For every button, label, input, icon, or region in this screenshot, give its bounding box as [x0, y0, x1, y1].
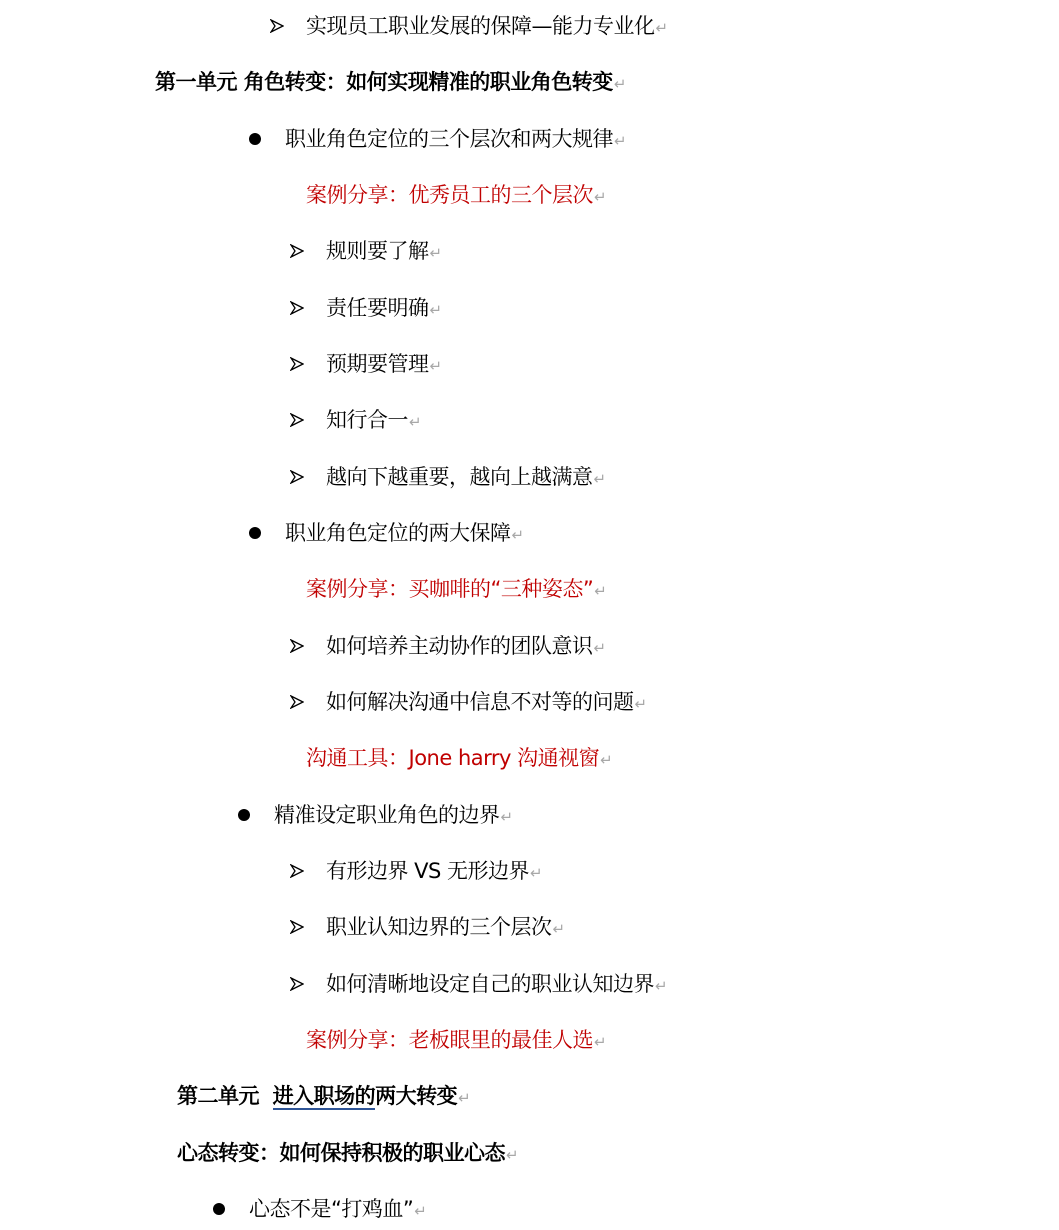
list-item	[249, 124, 627, 154]
paragraph-mark-icon: ↵	[530, 864, 543, 882]
arrow-bullet-icon	[290, 920, 304, 934]
list-item-text: 心态不是“打鸡血”	[249, 1197, 414, 1221]
list-item-text: 有形边界 VS 无形边界	[326, 859, 530, 883]
paragraph-mark-icon: ↵	[593, 470, 607, 488]
bullet-dot-icon	[238, 809, 250, 821]
section-heading	[177, 1138, 519, 1168]
arrow-bullet-icon	[290, 357, 304, 371]
arrow-bullet-icon	[290, 977, 304, 991]
list-item-text: 规则要了解	[326, 239, 429, 263]
case-text: 案例分享：老板眼里的最佳人选	[306, 1028, 593, 1052]
list-item	[290, 969, 668, 999]
paragraph-mark-icon: ↵	[409, 413, 422, 431]
arrow-bullet-icon	[290, 301, 304, 315]
list-item-text: 如何解决沟通中信息不对等的问题	[326, 690, 634, 714]
list-item	[238, 800, 513, 830]
list-item-text: 职业角色定位的三个层次和两大规律	[285, 127, 613, 151]
paragraph-mark-icon: ↵	[500, 808, 514, 826]
heading-text-underlined: 进入职场的	[272, 1084, 376, 1108]
list-item	[290, 856, 543, 886]
list-item	[290, 687, 647, 717]
list-item	[249, 518, 524, 548]
list-item	[290, 405, 422, 435]
paragraph-mark-icon: ↵	[613, 75, 627, 93]
list-item	[270, 11, 668, 41]
paragraph-mark-icon: ↵	[634, 695, 648, 713]
paragraph-mark-icon: ↵	[414, 1202, 427, 1220]
list-item-text: 责任要明确	[326, 296, 429, 320]
bullet-dot-icon	[213, 1203, 225, 1215]
list-item	[290, 236, 442, 266]
list-item	[290, 349, 442, 379]
paragraph-mark-icon: ↵	[614, 132, 627, 150]
list-item	[213, 1194, 427, 1224]
paragraph-mark-icon: ↵	[594, 582, 607, 600]
list-item-text: 实现员工职业发展的保障—能力专业化	[306, 14, 655, 38]
list-item-text: 越向下越重要，越向上越满意	[326, 465, 593, 489]
bullet-dot-icon	[249, 133, 261, 145]
paragraph-mark-icon: ↵	[594, 1033, 607, 1051]
list-item	[290, 462, 606, 492]
tool-text: 沟通工具：Jone harry 沟通视窗	[306, 746, 600, 770]
paragraph-mark-icon: ↵	[600, 751, 613, 769]
arrow-bullet-icon	[290, 639, 304, 653]
list-item-text: 职业认知边界的三个层次	[326, 915, 552, 939]
arrow-bullet-icon	[290, 695, 304, 709]
list-item	[290, 631, 606, 661]
arrow-bullet-icon	[290, 864, 304, 878]
case-text: 案例分享：优秀员工的三个层次	[306, 183, 593, 207]
paragraph-mark-icon: ↵	[655, 19, 669, 37]
case-text: 案例分享：买咖啡的“三种姿态”	[306, 577, 594, 601]
list-item	[290, 912, 565, 942]
heading-text: 心态转变：如何保持积极的职业心态	[177, 1141, 505, 1165]
arrow-bullet-icon	[270, 19, 284, 33]
paragraph-mark-icon: ↵	[429, 357, 443, 375]
heading-text-suffix: 两大转变	[375, 1084, 458, 1108]
case-note	[306, 574, 607, 604]
list-item	[290, 293, 442, 323]
arrow-bullet-icon	[290, 470, 304, 484]
list-item-text: 职业角色定位的两大保障	[285, 521, 511, 545]
paragraph-mark-icon: ↵	[506, 1146, 519, 1164]
list-item-text: 精准设定职业角色的边界	[274, 803, 500, 827]
list-item-text: 如何培养主动协作的团队意识	[326, 634, 593, 658]
bullet-dot-icon	[249, 527, 261, 539]
arrow-bullet-icon	[290, 413, 304, 427]
paragraph-mark-icon: ↵	[655, 977, 668, 995]
list-item-text: 如何清晰地设定自己的职业认知边界	[326, 972, 654, 996]
arrow-bullet-icon	[290, 244, 304, 258]
paragraph-mark-icon: ↵	[429, 244, 443, 262]
case-note	[306, 1025, 607, 1055]
heading-text: 第一单元 角色转变：如何实现精准的职业角色转变	[155, 70, 613, 94]
list-item-text: 预期要管理	[326, 352, 429, 376]
section-heading	[155, 67, 626, 97]
list-item-text: 知行合一	[326, 408, 408, 432]
section-heading	[177, 1081, 471, 1111]
case-note	[306, 180, 607, 210]
heading-text-prefix: 第二单元	[177, 1084, 273, 1108]
tool-note	[306, 743, 613, 773]
paragraph-mark-icon: ↵	[429, 301, 443, 319]
paragraph-mark-icon: ↵	[552, 920, 566, 938]
paragraph-mark-icon: ↵	[594, 188, 607, 206]
paragraph-mark-icon: ↵	[593, 639, 607, 657]
paragraph-mark-icon: ↵	[511, 526, 525, 544]
paragraph-mark-icon: ↵	[458, 1089, 471, 1107]
